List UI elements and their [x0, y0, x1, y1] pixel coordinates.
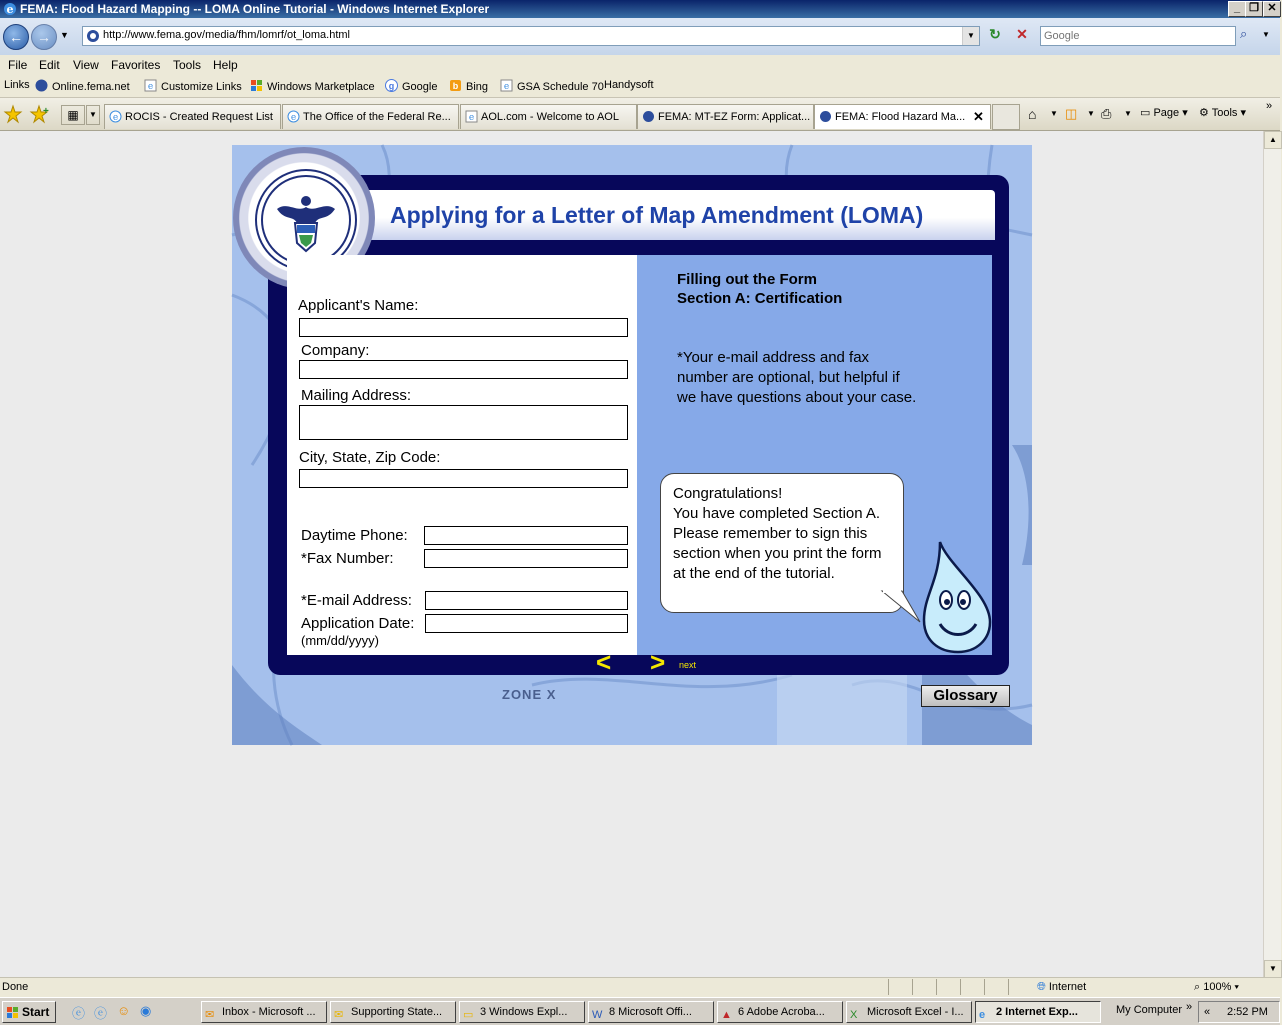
quicklaunch-outlook-icon[interactable]: ⓔ — [94, 1006, 108, 1021]
link-label: Bing — [466, 81, 489, 93]
links-label: Links — [4, 79, 30, 91]
email-address-input[interactable] — [426, 592, 627, 609]
status-bar — [0, 977, 1280, 998]
task-label: 3 Windows Expl... — [480, 1006, 568, 1018]
link-bing[interactable] — [449, 79, 488, 93]
bubble-line-4: section when you print the form — [673, 545, 882, 562]
tab-label: ROCIS - Created Request List — [125, 111, 273, 123]
quicklaunch-media-icon[interactable]: ◉ — [140, 1003, 152, 1018]
application-date-input[interactable] — [426, 615, 627, 632]
fema-seal-icon — [819, 110, 832, 123]
applicant-name-field[interactable] — [299, 318, 628, 337]
tab-label: FEMA: MT-EZ Form: Applicat... — [658, 111, 811, 123]
ie-page-icon — [144, 79, 157, 92]
city-state-zip-label: City, State, Zip Code: — [299, 449, 441, 466]
google-icon — [385, 79, 398, 92]
link-gsa-schedule[interactable] — [500, 79, 604, 93]
next-button[interactable]: > — [650, 647, 666, 677]
bubble-line-1: Congratulations! — [673, 485, 783, 502]
quicklaunch-smiley-icon[interactable]: ☺ — [117, 1003, 131, 1018]
folder-icon: ▭ — [463, 1009, 474, 1021]
print-dropdown-icon[interactable]: ▼ — [1124, 109, 1132, 118]
menu-file[interactable]: File — [8, 58, 28, 72]
page-menu[interactable]: ▭ Page ▾ — [1140, 107, 1188, 119]
close-tab-icon[interactable]: ✕ — [973, 109, 984, 124]
system-tray — [1198, 1001, 1280, 1023]
task-label: Inbox - Microsoft ... — [222, 1006, 316, 1018]
task-label: 6 Adobe Acroba... — [738, 1006, 825, 1018]
menu-view[interactable]: View — [73, 58, 99, 72]
company-field[interactable] — [299, 360, 628, 379]
company-label: Company: — [301, 342, 370, 359]
tab-list-icon[interactable]: ▼ — [86, 105, 100, 125]
fema-seal-icon — [642, 110, 655, 123]
tutorial-title: Applying for a Letter of Map Amendment (LOMA) — [390, 202, 924, 228]
optional-fields-note: *Your e-mail address and fax number are optional, but helpful if we have questions about your case. — [677, 349, 917, 406]
quicklaunch-ie-icon[interactable]: ⓔ — [72, 1006, 86, 1021]
clock: 2:52 PM — [1227, 1006, 1268, 1018]
link-windows-marketplace[interactable] — [250, 79, 375, 93]
word-icon: W — [592, 1009, 603, 1021]
my-computer-toolbar[interactable]: My Computer — [1116, 1004, 1183, 1016]
task-windows-explorer[interactable] — [459, 1001, 585, 1023]
tab-flood-hazard-mapping[interactable] — [814, 104, 991, 129]
svg-text:e: e — [468, 113, 475, 123]
window-title-bar — [0, 0, 1280, 18]
company-input[interactable] — [300, 361, 627, 378]
task-microsoft-office[interactable] — [588, 1001, 714, 1023]
tab-label: The Office of the Federal Re... — [303, 111, 451, 123]
tutorial-banner — [330, 190, 995, 240]
previous-button[interactable]: < — [596, 647, 612, 677]
section-heading-line2: Section A: Certification — [677, 290, 843, 307]
status-segment — [912, 979, 933, 995]
tools-menu[interactable]: ⚙ Tools ▾ — [1199, 107, 1246, 119]
address-url: http://www.fema.gov/media/fhm/lomrf/ot_loma.html — [103, 29, 350, 41]
svg-text:e: e — [112, 113, 119, 123]
zoom-level[interactable]: ⌕ 100% ▾ — [1194, 981, 1240, 993]
tab-rocis[interactable] — [104, 104, 281, 129]
windows-flag-icon — [250, 79, 263, 92]
tab-label: FEMA: Flood Hazard Ma... — [835, 111, 966, 123]
svg-text:+: + — [43, 106, 49, 117]
toolbar-chevron-icon[interactable]: » — [1266, 100, 1273, 112]
stop-icon[interactable]: ✕ — [1016, 26, 1028, 42]
daytime-phone-field[interactable] — [424, 526, 628, 545]
email-address-field[interactable] — [425, 591, 628, 610]
tools-label: Tools — [1211, 107, 1238, 119]
bubble-line-3: Please remember to sign this — [673, 525, 868, 542]
application-date-field[interactable] — [425, 614, 628, 633]
zoom-icon: ⌕ — [1194, 981, 1204, 993]
toolbar-expand-icon[interactable]: » — [1186, 1001, 1193, 1013]
page-icon: ▭ — [1140, 107, 1154, 119]
links-bar — [0, 75, 1280, 98]
task-label: 2 Internet Exp... — [996, 1006, 1078, 1018]
ie-icon: e — [979, 1009, 986, 1021]
daytime-phone-input[interactable] — [425, 527, 627, 544]
bubble-line-2: You have completed Section A. — [673, 505, 881, 522]
next-label[interactable]: next — [679, 660, 697, 670]
window-title: FEMA: Flood Hazard Mapping -- LOMA Online Tutorial - Windows Internet Explorer — [20, 2, 490, 16]
daytime-phone-label: Daytime Phone: — [301, 527, 408, 544]
navigation-bar — [0, 18, 1280, 55]
search-icon[interactable]: ⌕ — [1240, 26, 1248, 41]
bing-icon — [449, 79, 462, 92]
menu-favorites[interactable]: Favorites — [111, 58, 161, 72]
minimize-button[interactable]: _ — [1228, 1, 1246, 17]
city-state-zip-field[interactable] — [299, 469, 628, 488]
refresh-icon[interactable]: ↻ — [989, 26, 1001, 42]
home-icon[interactable]: ⌂ — [1028, 106, 1037, 122]
address-bar[interactable] — [82, 26, 980, 46]
svg-text:e: e — [503, 82, 510, 92]
menu-edit[interactable]: Edit — [39, 58, 60, 72]
tab-row — [0, 98, 1280, 131]
scroll-down-button[interactable]: ▼ — [1264, 960, 1282, 978]
svg-text:b: b — [452, 81, 459, 91]
svg-text:g: g — [388, 81, 395, 91]
applicant-name-input[interactable] — [300, 319, 627, 336]
gear-icon: ⚙ — [1199, 107, 1212, 119]
link-online-fema[interactable] — [35, 79, 130, 93]
excel-icon: X — [850, 1009, 858, 1021]
task-supporting-state[interactable] — [330, 1001, 456, 1023]
globe-icon: 🌐︎ — [1037, 981, 1049, 993]
ie-page-icon — [465, 110, 478, 123]
link-label: GSA Schedule 70 — [517, 81, 604, 93]
ie-page-icon — [287, 110, 300, 123]
tray-collapse-icon[interactable]: « — [1204, 1006, 1211, 1018]
link-handysoft[interactable]: Handysoft — [604, 79, 654, 91]
svg-text:e: e — [6, 3, 14, 16]
address-dropdown-icon[interactable]: ▼ — [962, 27, 979, 45]
mailing-address-label: Mailing Address: — [301, 387, 412, 404]
task-label: Microsoft Excel - I... — [867, 1006, 964, 1018]
history-dropdown-icon[interactable]: ▼ — [60, 30, 69, 40]
fax-number-input[interactable] — [425, 550, 627, 567]
start-label: Start — [22, 1005, 50, 1019]
email-address-label: *E-mail Address: — [301, 592, 412, 609]
close-window-button[interactable]: ✕ — [1263, 1, 1281, 17]
ie-icon — [3, 2, 17, 16]
home-dropdown-icon[interactable]: ▼ — [1050, 109, 1058, 118]
fema-seal-icon — [35, 79, 48, 92]
task-adobe-acrobat[interactable] — [717, 1001, 843, 1023]
city-state-zip-input[interactable] — [300, 470, 627, 487]
vertical-scrollbar[interactable] — [1263, 131, 1281, 977]
search-box[interactable] — [1040, 26, 1236, 46]
acrobat-icon: ▲ — [721, 1009, 732, 1021]
outlook-icon: ✉ — [205, 1009, 215, 1021]
task-internet-explorer[interactable] — [975, 1001, 1101, 1023]
fax-number-field[interactable] — [424, 549, 628, 568]
water-drop-mascot — [918, 540, 994, 656]
mail-icon: ✉ — [334, 1009, 344, 1021]
scroll-up-button[interactable]: ▲ — [1264, 131, 1282, 149]
task-inbox[interactable] — [201, 1001, 327, 1023]
svg-text:e: e — [147, 82, 154, 92]
task-microsoft-excel[interactable] — [846, 1001, 972, 1023]
fema-page-icon — [86, 29, 100, 43]
link-customize-links[interactable] — [144, 79, 242, 93]
feeds-dropdown-icon[interactable]: ▼ — [1087, 109, 1095, 118]
menu-tools[interactable]: Tools — [173, 58, 202, 72]
status-segment — [888, 979, 909, 995]
tab-label: AOL.com - Welcome to AOL — [481, 111, 619, 123]
tab-aol[interactable] — [460, 104, 637, 129]
link-label: Windows Marketplace — [267, 81, 375, 93]
windows-logo-icon — [6, 1006, 19, 1019]
mailing-address-input[interactable] — [300, 406, 627, 439]
tutorial-navigation — [590, 647, 710, 677]
section-heading-line1: Filling out the Form — [677, 271, 817, 288]
link-label: Google — [402, 81, 438, 93]
print-icon[interactable]: ⎙ — [1101, 106, 1112, 121]
bubble-line-5: at the end of the tutorial. — [673, 565, 835, 582]
favorites-star-icon[interactable] — [4, 105, 22, 123]
restore-button[interactable]: ❐ — [1245, 1, 1263, 17]
glossary-button[interactable]: Glossary — [921, 685, 1010, 707]
back-button[interactable]: ← — [3, 24, 29, 50]
feeds-icon[interactable]: ◫ — [1065, 106, 1078, 121]
page-label: Page — [1153, 107, 1180, 119]
congratulations-message — [673, 484, 898, 584]
svg-text:e: e — [290, 113, 297, 123]
task-label: Supporting State... — [351, 1006, 443, 1018]
internet-zone — [1037, 981, 1086, 994]
add-favorites-icon[interactable] — [30, 105, 48, 123]
map-zone-label: ZONE X — [502, 687, 557, 702]
status-segment — [936, 979, 957, 995]
windows-taskbar — [0, 997, 1280, 1025]
search-input[interactable] — [1041, 27, 1233, 45]
menu-bar — [0, 55, 1280, 75]
status-segment — [1008, 979, 1029, 995]
link-google[interactable] — [385, 79, 437, 93]
mailing-address-field[interactable] — [299, 405, 628, 440]
date-format-hint: (mm/dd/yyyy) — [301, 633, 379, 648]
search-options-icon[interactable]: ▼ — [1262, 30, 1270, 39]
zoom-label: 100% — [1203, 981, 1232, 993]
status-text: Done — [2, 981, 29, 993]
start-button[interactable] — [2, 1001, 56, 1023]
menu-help[interactable]: Help — [213, 58, 238, 72]
ie-page-icon — [109, 110, 122, 123]
quick-tabs-icon[interactable]: ▦ — [61, 105, 85, 125]
tab-federal-register[interactable] — [282, 104, 459, 129]
fax-number-label: *Fax Number: — [301, 550, 394, 567]
application-date-label: Application Date: — [301, 615, 415, 632]
applicant-name-label: Applicant's Name: — [298, 297, 419, 314]
forward-button[interactable]: → — [31, 24, 57, 50]
status-segment — [960, 979, 981, 995]
new-tab-button[interactable] — [992, 104, 1020, 130]
link-label: Online.fema.net — [52, 81, 130, 93]
section-heading — [677, 270, 842, 308]
status-segment — [984, 979, 1005, 995]
tab-mt-ez-form[interactable] — [637, 104, 814, 129]
link-label: Customize Links — [161, 81, 242, 93]
zone-label: Internet — [1048, 981, 1087, 993]
ie-page-icon — [500, 79, 513, 92]
task-label: 8 Microsoft Offi... — [609, 1006, 692, 1018]
